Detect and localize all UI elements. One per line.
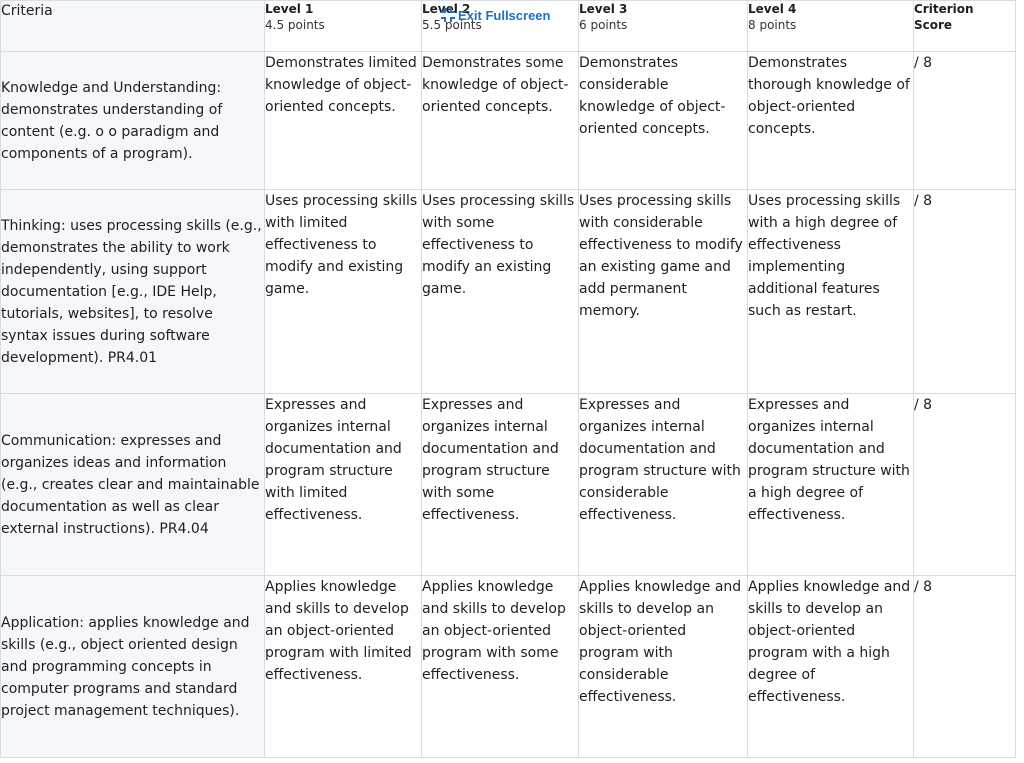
level-name: Level 1 <box>265 2 314 16</box>
level-1-descriptor[interactable]: Expresses and organizes internal documentation and program structure with limited effectiveness. <box>265 394 422 576</box>
criterion-description: Application: applies knowledge and skills (e.g., object oriented design and programming concepts in computer programs and standard project management techniques). <box>1 576 265 758</box>
level-3-descriptor[interactable]: Uses processing skills with considerable effectiveness to modify an existing game and add permanent memory. <box>579 190 748 394</box>
criteria-header: Criteria <box>1 1 265 52</box>
criterion-score: / 8 <box>914 576 1016 758</box>
level-name: Level 3 <box>579 2 628 16</box>
level-2-descriptor[interactable]: Applies knowledge and skills to develop an object-oriented program with some effectiveness. <box>422 576 579 758</box>
exit-fullscreen-icon <box>440 7 456 23</box>
rubric-row-knowledge <box>1 52 1016 190</box>
level-1-descriptor[interactable]: Applies knowledge and skills to develop an object-oriented program with limited effectiveness. <box>265 576 422 758</box>
exit-fullscreen-button[interactable] <box>440 7 550 23</box>
level-points: 6 points <box>579 18 628 32</box>
level-3-descriptor[interactable]: Applies knowledge and skills to develop an object-oriented program with considerable effectiveness. <box>579 576 748 758</box>
criterion-description: Knowledge and Understanding: demonstrates understanding of content (e.g. o o paradigm and components of a program). <box>1 52 265 190</box>
level-4-descriptor[interactable]: Applies knowledge and skills to develop an object-oriented program with a high degree of effectiveness. <box>748 576 914 758</box>
level-2-descriptor[interactable]: Uses processing skills with some effectiveness to modify an existing game. <box>422 190 579 394</box>
level-3-header <box>579 1 748 52</box>
level-1-descriptor[interactable]: Demonstrates limited knowledge of object-oriented concepts. <box>265 52 422 190</box>
rubric-row-application <box>1 576 1016 758</box>
level-3-descriptor[interactable]: Demonstrates considerable knowledge of object-oriented concepts. <box>579 52 748 190</box>
level-points: 5.5 points <box>422 18 482 32</box>
exit-fullscreen-label[interactable]: Exit Fullscreen <box>458 7 551 23</box>
rubric-row-thinking <box>1 190 1016 394</box>
level-4-descriptor[interactable]: Expresses and organizes internal documentation and program structure with a high degree of effectiveness. <box>748 394 914 576</box>
level-1-descriptor[interactable]: Uses processing skills with limited effectiveness to modify and existing game. <box>265 190 422 394</box>
level-points: 8 points <box>748 18 797 32</box>
criterion-description: Communication: expresses and organizes ideas and information (e.g., creates clear and maintainable documentation as well as clear external instructions). PR4.04 <box>1 394 265 576</box>
level-name: Level 2 <box>422 2 471 16</box>
level-name: Level 4 <box>748 2 797 16</box>
level-2-descriptor[interactable]: Demonstrates some knowledge of object-oriented concepts. <box>422 52 579 190</box>
level-points: 4.5 points <box>265 18 325 32</box>
criterion-score: / 8 <box>914 52 1016 190</box>
criterion-score: / 8 <box>914 394 1016 576</box>
level-3-descriptor[interactable]: Expresses and organizes internal documentation and program structure with considerable effectiveness. <box>579 394 748 576</box>
rubric-row-communication <box>1 394 1016 576</box>
level-1-header <box>265 1 422 52</box>
criterion-score-header <box>914 1 1016 52</box>
level-4-descriptor[interactable]: Demonstrates thorough knowledge of object-oriented concepts. <box>748 52 914 190</box>
level-2-descriptor[interactable]: Expresses and organizes internal documentation and program structure with some effectiveness. <box>422 394 579 576</box>
level-4-header <box>748 1 914 52</box>
criterion-description: Thinking: uses processing skills (e.g., demonstrates the ability to work independently, using support documentation [e.g., IDE Help, tutorials, websites], to resolve syntax issues during software development). PR4.01 <box>1 190 265 394</box>
level-4-descriptor[interactable]: Uses processing skills with a high degree of effectiveness implementing additional features such as restart. <box>748 190 914 394</box>
score-header-label: Criterion Score <box>914 2 974 32</box>
criterion-score: / 8 <box>914 190 1016 394</box>
